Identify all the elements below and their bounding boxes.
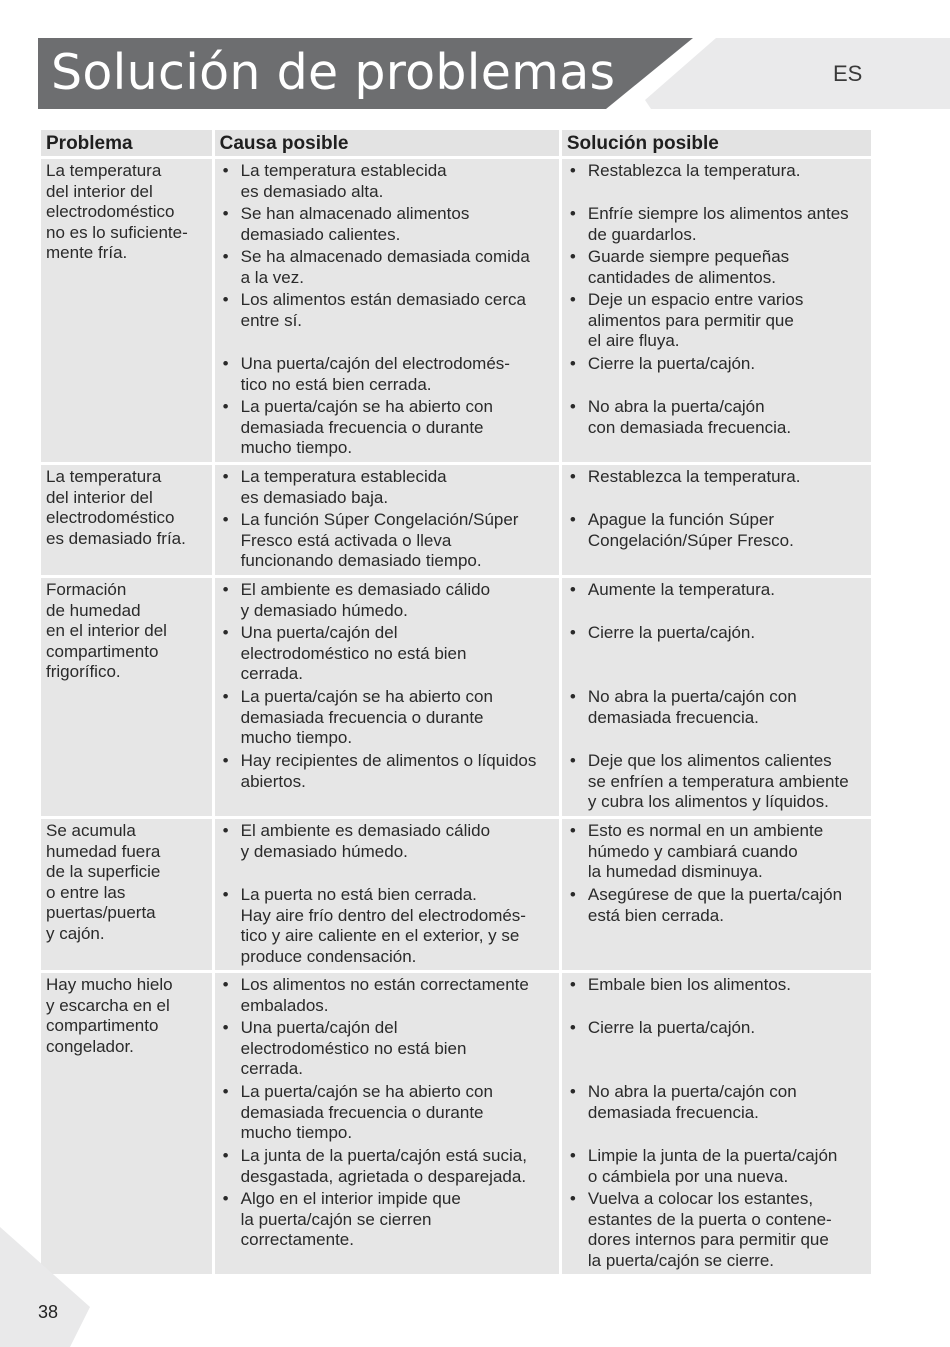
solution-list <box>567 161 866 459</box>
solution-list <box>567 467 866 572</box>
column-header-problem: Problema <box>41 130 212 156</box>
solution-list-item <box>567 204 866 245</box>
solution-text: Embale bien los alimentos. <box>587 975 792 994</box>
cause-cell <box>215 819 559 970</box>
cause-list-item <box>220 1018 554 1080</box>
solution-list-item <box>567 885 866 967</box>
solution-text: Deje que los alimentos calientes se enfríen a temperatura ambiente y cubra los alimentos y líquidos. <box>587 751 849 811</box>
corner-decoration <box>0 1227 90 1347</box>
cause-text: La puerta/cajón se ha abierto con demasiada frecuencia o durante mucho tiempo. <box>240 1082 493 1142</box>
solution-list-item <box>567 1082 866 1144</box>
cause-text: Se han almacenado alimentos demasiado calientes. <box>240 204 470 244</box>
solution-list-item <box>567 1018 866 1080</box>
cause-list <box>220 821 554 967</box>
table-row <box>41 465 871 575</box>
cause-text: Una puerta/cajón del electrodoméstico no está bien cerrada. <box>240 623 467 683</box>
cause-list-item <box>220 1146 554 1187</box>
cause-text: La temperatura establecida es demasiado baja. <box>240 467 447 507</box>
table-row <box>41 578 871 816</box>
cause-list <box>220 161 554 459</box>
cause-list-item <box>220 885 554 967</box>
cause-list-item <box>220 290 554 352</box>
language-code: ES <box>833 61 863 86</box>
solution-cell <box>562 578 871 816</box>
problem-text: La temperatura del interior del electrodoméstico no es lo suficiente- mente fría. <box>46 161 188 262</box>
solution-cell <box>562 819 871 970</box>
solution-text: No abra la puerta/cajón con demasiada frecuencia. <box>587 1082 797 1122</box>
solution-list-item <box>567 580 866 621</box>
cause-text: Algo en el interior impide que la puerta/cajón se cierren correctamente. <box>240 1189 461 1249</box>
cause-list-item <box>220 623 554 685</box>
problem-cell <box>41 578 212 816</box>
cause-cell <box>215 973 559 1274</box>
solution-cell <box>562 973 871 1274</box>
column-header-cause: Causa posible <box>215 130 559 156</box>
solution-text: Restablezca la temperatura. <box>587 161 801 180</box>
solution-text: Guarde siempre pequeñas cantidades de alimentos. <box>587 247 790 287</box>
cause-list-item <box>220 510 554 572</box>
solution-cell <box>562 159 871 462</box>
solution-text: Aumente la temperatura. <box>587 580 775 599</box>
solution-list <box>567 821 866 967</box>
problem-text: Se acumula humedad fuera de la superficie o entre las puertas/puerta y cajón. <box>46 821 161 943</box>
page-title: Solución de problemas <box>51 44 616 101</box>
table-row <box>41 819 871 970</box>
solution-text: Cierre la puerta/cajón. <box>587 354 756 373</box>
solution-list-item <box>567 247 866 288</box>
cause-list-item <box>220 397 554 459</box>
cause-list-item <box>220 354 554 395</box>
cause-text: Una puerta/cajón del electrodoméstico no está bien cerrada. <box>240 1018 467 1078</box>
cause-text: Hay recipientes de alimentos o líquidos abiertos. <box>240 751 537 791</box>
cause-cell <box>215 578 559 816</box>
solution-list-item <box>567 510 866 572</box>
solution-list-item <box>567 467 866 508</box>
problem-text: Formación de humedad en el interior del compartimento frigorífico. <box>46 580 167 681</box>
cause-cell <box>215 159 559 462</box>
cause-list-item <box>220 467 554 508</box>
cause-text: La puerta no está bien cerrada. Hay aire frío dentro del electrodomés- tico y aire caliente en el exterior, y se produce condensación. <box>240 885 526 966</box>
cause-text: Los alimentos están demasiado cerca entre sí. <box>240 290 526 330</box>
solution-text: Deje un espacio entre varios alimentos para permitir que el aire fluya. <box>587 290 804 350</box>
solution-list-item <box>567 397 866 459</box>
cause-text: Los alimentos no están correctamente embalados. <box>240 975 529 1015</box>
solution-text: No abra la puerta/cajón con demasiada frecuencia. <box>587 687 797 727</box>
cause-text: La puerta/cajón se ha abierto con demasiada frecuencia o durante mucho tiempo. <box>240 687 493 747</box>
column-header-solution: Solución posible <box>562 130 871 156</box>
solution-list <box>567 580 866 813</box>
solution-text: Enfríe siempre los alimentos antes de guardarlos. <box>587 204 849 244</box>
cause-list-item <box>220 161 554 202</box>
table-header-row <box>41 130 871 156</box>
cause-list-item <box>220 580 554 621</box>
problem-text: Hay mucho hielo y escarcha en el compartimento congelador. <box>46 975 173 1056</box>
cause-list-item <box>220 975 554 1016</box>
solution-text: Esto es normal en un ambiente húmedo y cambiará cuando la humedad disminuya. <box>587 821 824 881</box>
table-row <box>41 973 871 1274</box>
cause-list-item <box>220 1189 554 1271</box>
solution-list-item <box>567 354 866 395</box>
cause-list <box>220 580 554 813</box>
solution-list-item <box>567 623 866 685</box>
cause-list <box>220 975 554 1271</box>
problem-text: La temperatura del interior del electrodoméstico es demasiado fría. <box>46 467 186 548</box>
cause-list-item <box>220 1082 554 1144</box>
solution-list-item <box>567 161 866 202</box>
table-body <box>41 159 871 1274</box>
solution-text: Cierre la puerta/cajón. <box>587 1018 756 1037</box>
page-number: 38 <box>38 1302 59 1322</box>
solution-text: Limpie la junta de la puerta/cajón o cámbiela por una nueva. <box>587 1146 838 1186</box>
cause-text: El ambiente es demasiado cálido y demasiado húmedo. <box>240 580 491 620</box>
troubleshooting-table <box>38 127 874 1277</box>
cause-list-item <box>220 247 554 288</box>
solution-list-item <box>567 821 866 883</box>
solution-list-item <box>567 687 866 749</box>
cause-text: La función Súper Congelación/Súper Fresco está activada o lleva funcionando demasiado tiempo. <box>240 510 519 570</box>
problem-cell <box>41 159 212 462</box>
problem-cell <box>41 819 212 970</box>
cause-list-item <box>220 204 554 245</box>
cause-cell <box>215 465 559 575</box>
solution-text: Asegúrese de que la puerta/cajón está bien cerrada. <box>587 885 843 925</box>
cause-list-item <box>220 821 554 883</box>
cause-text: El ambiente es demasiado cálido y demasiado húmedo. <box>240 821 491 861</box>
cause-text: La temperatura establecida es demasiado alta. <box>240 161 447 201</box>
solution-list-item <box>567 1146 866 1187</box>
solution-text: Apague la función Súper Congelación/Súper Fresco. <box>587 510 794 550</box>
cause-text: La puerta/cajón se ha abierto con demasiada frecuencia o durante mucho tiempo. <box>240 397 493 457</box>
table-row <box>41 159 871 462</box>
solution-list-item <box>567 290 866 352</box>
cause-text: La junta de la puerta/cajón está sucia, desgastada, agrietada o desparejada. <box>240 1146 527 1186</box>
cause-list <box>220 467 554 572</box>
solution-list-item <box>567 975 866 1016</box>
solution-text: Vuelva a colocar los estantes, estantes de la puerta o contene- dores internos para permitir que la puerta/cajón se cierre. <box>587 1189 832 1270</box>
solution-list-item <box>567 1189 866 1271</box>
cause-list-item <box>220 687 554 749</box>
solution-text: No abra la puerta/cajón con demasiada frecuencia. <box>587 397 792 437</box>
solution-cell <box>562 465 871 575</box>
solution-list-item <box>567 751 866 813</box>
solution-text: Cierre la puerta/cajón. <box>587 623 756 642</box>
cause-text: Se ha almacenado demasiada comida a la vez. <box>240 247 530 287</box>
cause-text: Una puerta/cajón del electrodomés- tico no está bien cerrada. <box>240 354 510 394</box>
problem-cell <box>41 465 212 575</box>
solution-list <box>567 975 866 1271</box>
cause-list-item <box>220 751 554 813</box>
solution-text: Restablezca la temperatura. <box>587 467 801 486</box>
